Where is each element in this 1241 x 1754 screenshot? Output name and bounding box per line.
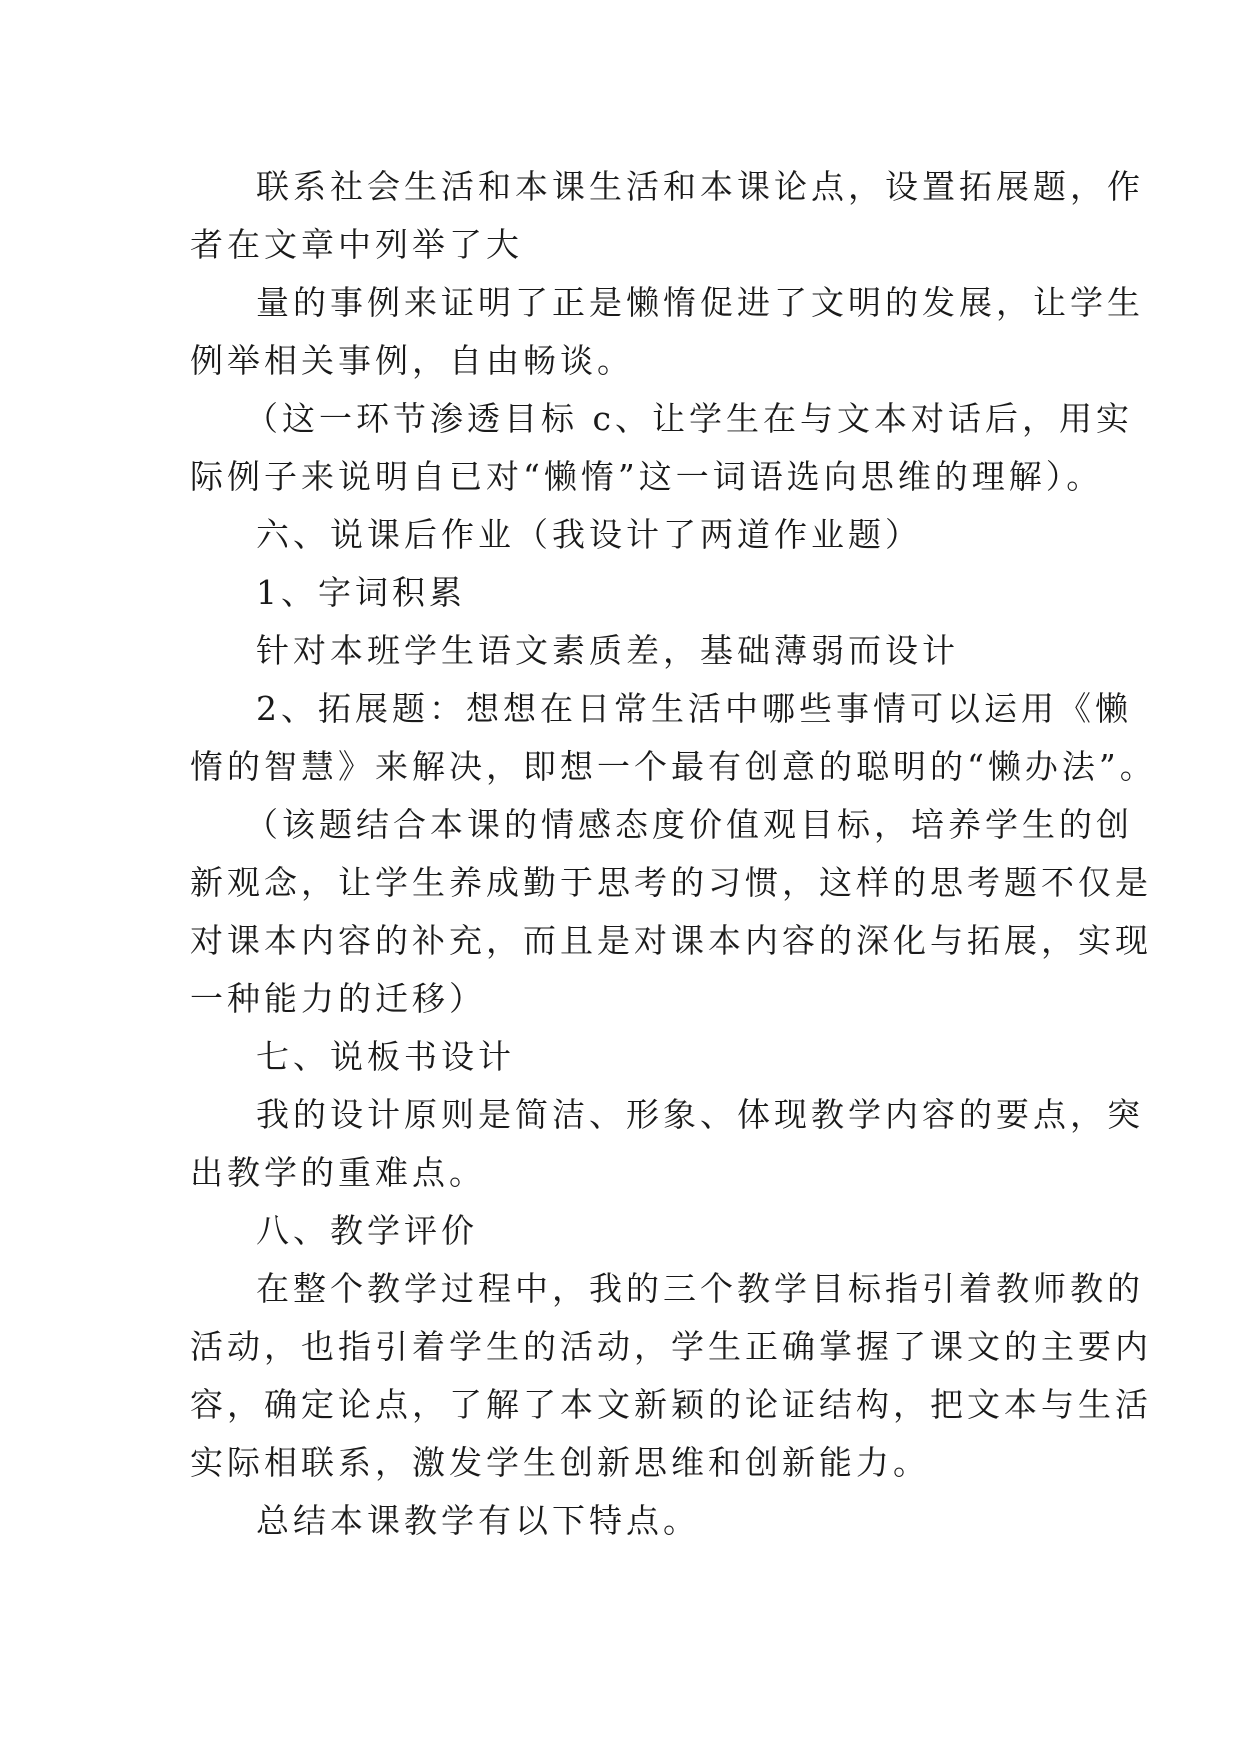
paragraph-line: （该题结合本课的情感态度价值观目标，培养学生的创 — [245, 805, 1133, 844]
document-body — [190, 158, 1157, 1550]
paragraph-line: 总结本课教学有以下特点。 — [256, 1501, 700, 1540]
list-item: 1、字词积累 — [256, 573, 466, 612]
paragraph-line: 容，确定论点，了解了本文新颖的论证结构，把文本与生活 — [190, 1385, 1152, 1424]
paragraph-line: 我的设计原则是简洁、形象、体现教学内容的要点，突 — [256, 1095, 1144, 1134]
paragraph-line: 一种能力的迁移） — [190, 979, 486, 1018]
section-heading: 八、教学评价 — [256, 1211, 478, 1250]
paragraph-line: 对课本内容的补充，而且是对课本内容的深化与拓展，实现 — [190, 921, 1152, 960]
paragraph-line: 实际相联系，激发学生创新思维和创新能力。 — [190, 1443, 930, 1482]
paragraph-line: 量的事例来证明了正是懒惰促进了文明的发展，让学生 — [256, 283, 1144, 322]
paragraph-line: 惰的智慧》来解决，即想一个最有创意的聪明的“懒办法”。 — [190, 747, 1157, 786]
paragraph-line: 在整个教学过程中，我的三个教学目标指引着教师教的 — [256, 1269, 1144, 1308]
section-heading: 七、说板书设计 — [256, 1037, 515, 1076]
paragraph-line: 出教学的重难点。 — [190, 1153, 486, 1192]
paragraph-line: （这一环节渗透目标 c、让学生在与文本对话后，用实 — [245, 399, 1133, 438]
paragraph-line: 例举相关事例，自由畅谈。 — [190, 341, 634, 380]
section-heading: 六、说课后作业（我设计了两道作业题） — [256, 515, 922, 554]
paragraph-line: 活动，也指引着学生的活动，学生正确掌握了课文的主要内 — [190, 1327, 1152, 1366]
paragraph-line: 新观念，让学生养成勤于思考的习惯，这样的思考题不仅是 — [190, 863, 1152, 902]
paragraph-line: 者在文章中列举了大 — [190, 225, 523, 264]
list-item: 2、拓展题：想想在日常生活中哪些事情可以运用《懒 — [256, 689, 1132, 728]
paragraph-line: 联系社会生活和本课生活和本课论点，设置拓展题，作 — [256, 167, 1144, 206]
paragraph-line: 际例子来说明自已对“懒惰”这一词语选向思维的理解）。 — [190, 457, 1104, 496]
paragraph-line: 针对本班学生语文素质差，基础薄弱而设计 — [256, 631, 959, 670]
